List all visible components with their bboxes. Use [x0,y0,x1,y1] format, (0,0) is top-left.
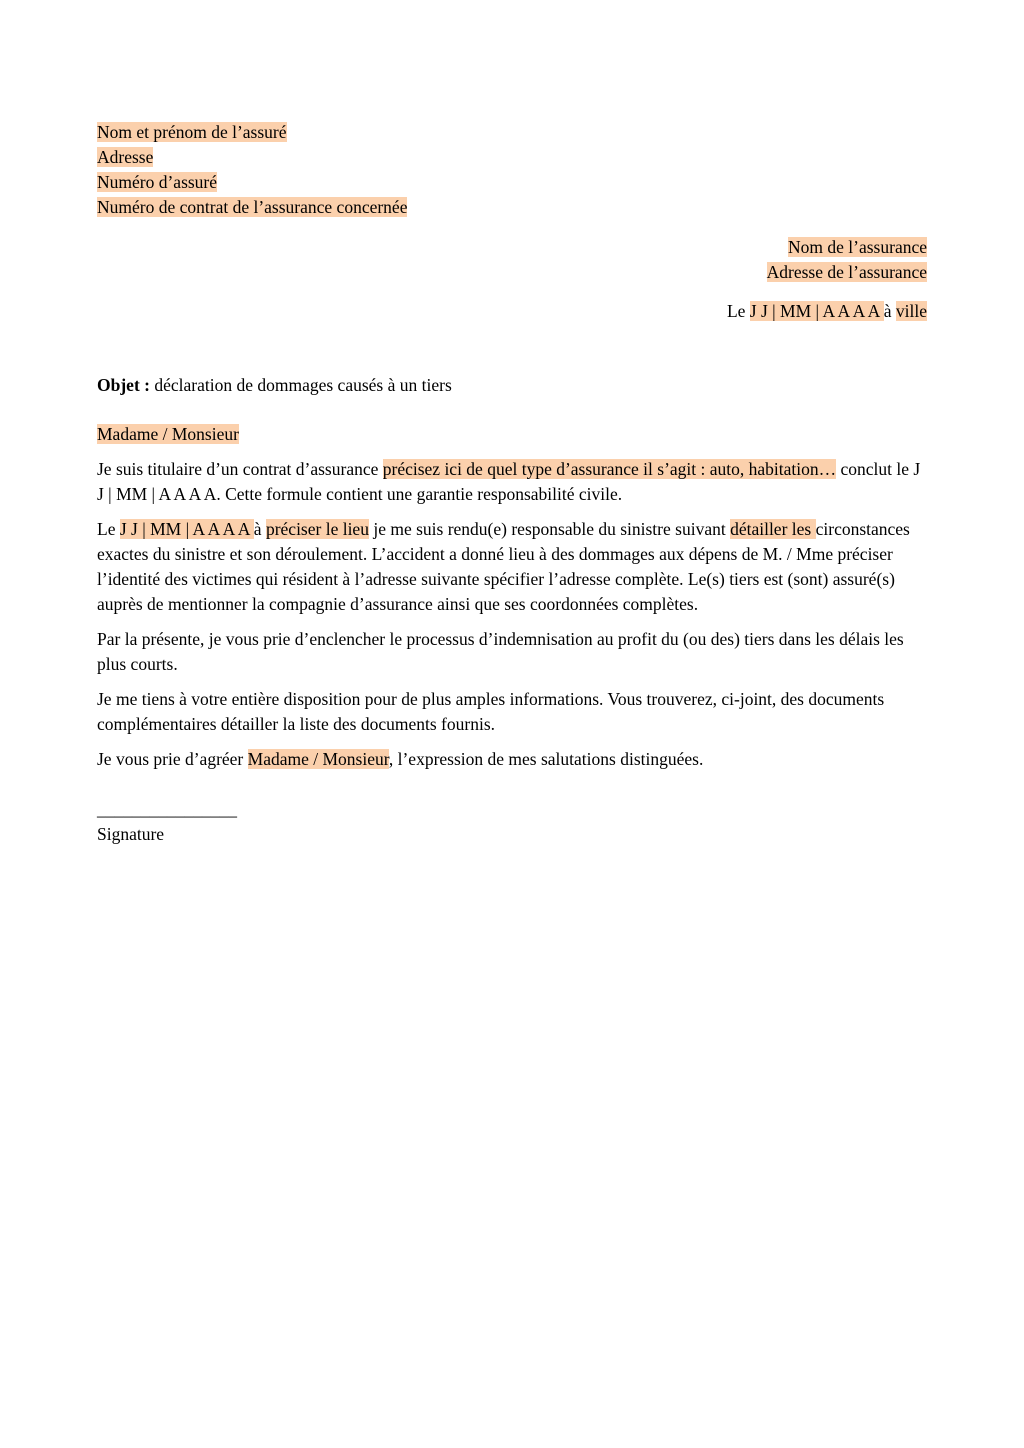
closing-formula [97,747,927,772]
date-connector: à [883,301,896,321]
incident-details-placeholder: détailler les [730,519,816,539]
incident-text-a: je me suis rendu(e) responsable du sinistre suivant [368,519,731,539]
date-value: J J | MM | A A A A [749,301,884,321]
paragraph-contract [97,457,927,507]
paragraph-incident [97,517,927,617]
incident-prefix: Le [97,519,120,539]
paragraph-contract-text-a: Je suis titulaire d’un contrat d’assurance [97,459,383,479]
incident-text-b: circonstances exactes du sinistre et son déroulement. L’accident a donné lieu à des dommages aux dépens de M. / Mme préciser l’identité des victimes qui résident à l’adresse suivante spécifier l’adresse complète. Le(s) tiers est (sont) assuré(s) auprès de mentionner la compagnie d’assurance ainsi que ses coordonnées complètes. [97,519,910,614]
salutation-text: Madame / Monsieur [97,424,239,444]
contract-type-placeholder: précisez ici de quel type d’assurance il s’agit : auto, habitation… [382,459,837,479]
sender-name: Nom et prénom de l’assuré [97,122,287,142]
signature-label: Signature [97,824,165,844]
closing-text-b: , l’expression de mes salutations distinguées. [388,749,704,769]
subject-label: Objet : [97,375,150,395]
subject-line [97,373,927,398]
paragraph-availability: Je me tiens à votre entière disposition pour de plus amples informations. Vous trouverez, ci-joint, des documents complémentaires détailler la liste des documents fournis. [97,689,885,734]
sender-address: Adresse [97,147,154,167]
letter-page [97,120,927,847]
subject-text: déclaration de dommages causés à un tiers [149,375,452,395]
date-city: ville [895,301,927,321]
salutation [97,422,927,447]
sender-block [97,120,927,220]
paragraph-request: Par la présente, je vous prie d’enclencher le processus d’indemnisation au profit du (ou des) tiers dans les délais les plus courts. [97,629,904,674]
closing-text-a: Je vous prie d’agréer [97,749,248,769]
sender-insured-number: Numéro d’assuré [97,172,218,192]
incident-date: J J | MM | A A A A [119,519,254,539]
incident-place-placeholder: préciser le lieu [265,519,369,539]
closing-salutation: Madame / Monsieur [247,749,389,769]
date-line [97,299,927,324]
recipient-block [97,235,927,285]
incident-connector: à [253,519,266,539]
recipient-name: Nom de l’assurance [788,237,927,257]
recipient-address: Adresse de l’assurance [766,262,927,282]
sender-contract-number: Numéro de contrat de l’assurance concernée [97,197,408,217]
paragraph-contract-text-b: conclut le J J | MM | A A A A. Cette formule contient une garantie responsabilité civile. [97,459,921,504]
signature-line: ________________ [97,799,237,819]
date-prefix: Le [726,301,750,321]
